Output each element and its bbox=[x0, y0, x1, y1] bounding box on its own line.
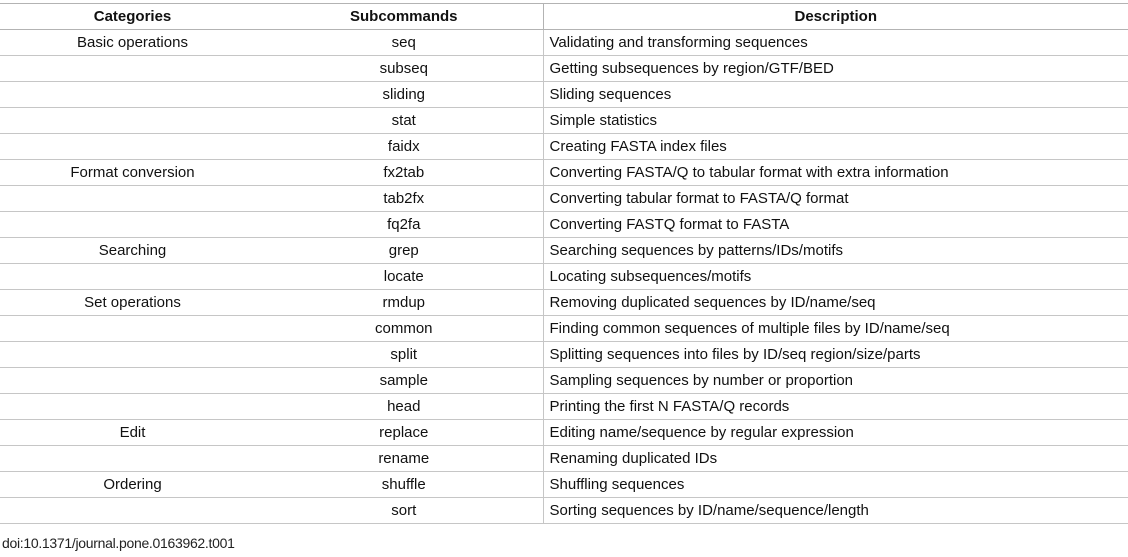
category-cell: Basic operations bbox=[77, 34, 188, 51]
category-cell bbox=[0, 394, 265, 420]
subcommand-cell: sliding bbox=[382, 86, 426, 103]
description-cell: Converting tabular format to FASTA/Q format bbox=[543, 186, 1128, 212]
subcommand-cell: head bbox=[387, 398, 421, 415]
category-cell bbox=[0, 82, 265, 108]
table-row bbox=[0, 212, 1128, 238]
subcommands-table bbox=[0, 3, 1128, 524]
subcommand-cell: tab2fx bbox=[383, 190, 425, 207]
subcommand-cell: replace bbox=[379, 424, 429, 441]
subcommand-cell: common bbox=[374, 320, 433, 337]
description-cell: Finding common sequences of multiple files by ID/name/seq bbox=[543, 316, 1128, 342]
table-row bbox=[0, 472, 1128, 498]
table-row bbox=[0, 160, 1128, 186]
category-cell bbox=[0, 56, 265, 82]
header-row bbox=[0, 4, 1128, 30]
description-cell: Renaming duplicated IDs bbox=[543, 446, 1128, 472]
category-cell bbox=[0, 316, 265, 342]
subcommand-cell: seq bbox=[391, 34, 416, 51]
table-row bbox=[0, 342, 1128, 368]
description-cell: Sorting sequences by ID/name/sequence/length bbox=[543, 498, 1128, 524]
subcommand-cell: stat bbox=[391, 112, 416, 129]
description-cell: Splitting sequences into files by ID/seq region/size/parts bbox=[543, 342, 1128, 368]
subcommand-cell: fx2tab bbox=[383, 164, 425, 181]
table-row bbox=[0, 498, 1128, 524]
description-cell: Locating subsequences/motifs bbox=[543, 264, 1128, 290]
table-row bbox=[0, 56, 1128, 82]
table-row bbox=[0, 30, 1128, 56]
table-row bbox=[0, 238, 1128, 264]
subcommand-cell: rename bbox=[378, 450, 430, 467]
subcommand-cell: subseq bbox=[379, 60, 428, 77]
header-subcommands: Subcommands bbox=[349, 8, 458, 25]
description-cell: Validating and transforming sequences bbox=[543, 30, 1128, 56]
table-header bbox=[0, 4, 1128, 30]
header-description: Description bbox=[543, 4, 1128, 30]
category-cell: Searching bbox=[98, 242, 167, 259]
category-cell bbox=[0, 134, 265, 160]
table-row bbox=[0, 134, 1128, 160]
description-cell: Simple statistics bbox=[543, 108, 1128, 134]
subcommand-cell: locate bbox=[383, 268, 424, 285]
category-cell: Format conversion bbox=[70, 164, 195, 181]
description-cell: Sliding sequences bbox=[543, 82, 1128, 108]
description-cell: Removing duplicated sequences by ID/name/seq bbox=[543, 290, 1128, 316]
table-row bbox=[0, 186, 1128, 212]
category-cell bbox=[0, 342, 265, 368]
category-cell: Set operations bbox=[84, 294, 181, 311]
table-row bbox=[0, 108, 1128, 134]
category-cell bbox=[0, 368, 265, 394]
subcommand-cell: sort bbox=[391, 502, 417, 519]
description-cell: Printing the first N FASTA/Q records bbox=[543, 394, 1128, 420]
subcommand-cell: grep bbox=[388, 242, 419, 259]
category-cell bbox=[0, 108, 265, 134]
description-cell: Shuffling sequences bbox=[543, 472, 1128, 498]
description-cell: Editing name/sequence by regular expression bbox=[543, 420, 1128, 446]
subcommand-cell: sample bbox=[379, 372, 428, 389]
description-cell: Sampling sequences by number or proportion bbox=[543, 368, 1128, 394]
category-cell: Edit bbox=[119, 424, 146, 441]
table-row bbox=[0, 446, 1128, 472]
table-row bbox=[0, 394, 1128, 420]
category-cell bbox=[0, 186, 265, 212]
subcommand-cell: faidx bbox=[387, 138, 420, 155]
subcommand-cell: shuffle bbox=[381, 476, 426, 493]
header-categories: Categories bbox=[93, 8, 172, 25]
category-cell bbox=[0, 498, 265, 524]
table-row bbox=[0, 82, 1128, 108]
table-row bbox=[0, 264, 1128, 290]
category-cell bbox=[0, 212, 265, 238]
table-row bbox=[0, 420, 1128, 446]
table-row bbox=[0, 316, 1128, 342]
description-cell: Converting FASTQ format to FASTA bbox=[543, 212, 1128, 238]
subcommand-cell: rmdup bbox=[382, 294, 426, 311]
table-row bbox=[0, 290, 1128, 316]
description-cell: Searching sequences by patterns/IDs/motifs bbox=[543, 238, 1128, 264]
description-cell: Converting FASTA/Q to tabular format with extra information bbox=[543, 160, 1128, 186]
table-row bbox=[0, 368, 1128, 394]
table-body bbox=[0, 30, 1128, 524]
doi-caption: doi:10.1371/journal.pone.0163962.t001 bbox=[2, 535, 235, 551]
category-cell bbox=[0, 446, 265, 472]
subcommand-cell: fq2fa bbox=[387, 216, 421, 233]
category-cell bbox=[0, 264, 265, 290]
description-cell: Creating FASTA index files bbox=[543, 134, 1128, 160]
description-cell: Getting subsequences by region/GTF/BED bbox=[543, 56, 1128, 82]
subcommand-cell: split bbox=[390, 346, 418, 363]
category-cell: Ordering bbox=[103, 476, 162, 493]
